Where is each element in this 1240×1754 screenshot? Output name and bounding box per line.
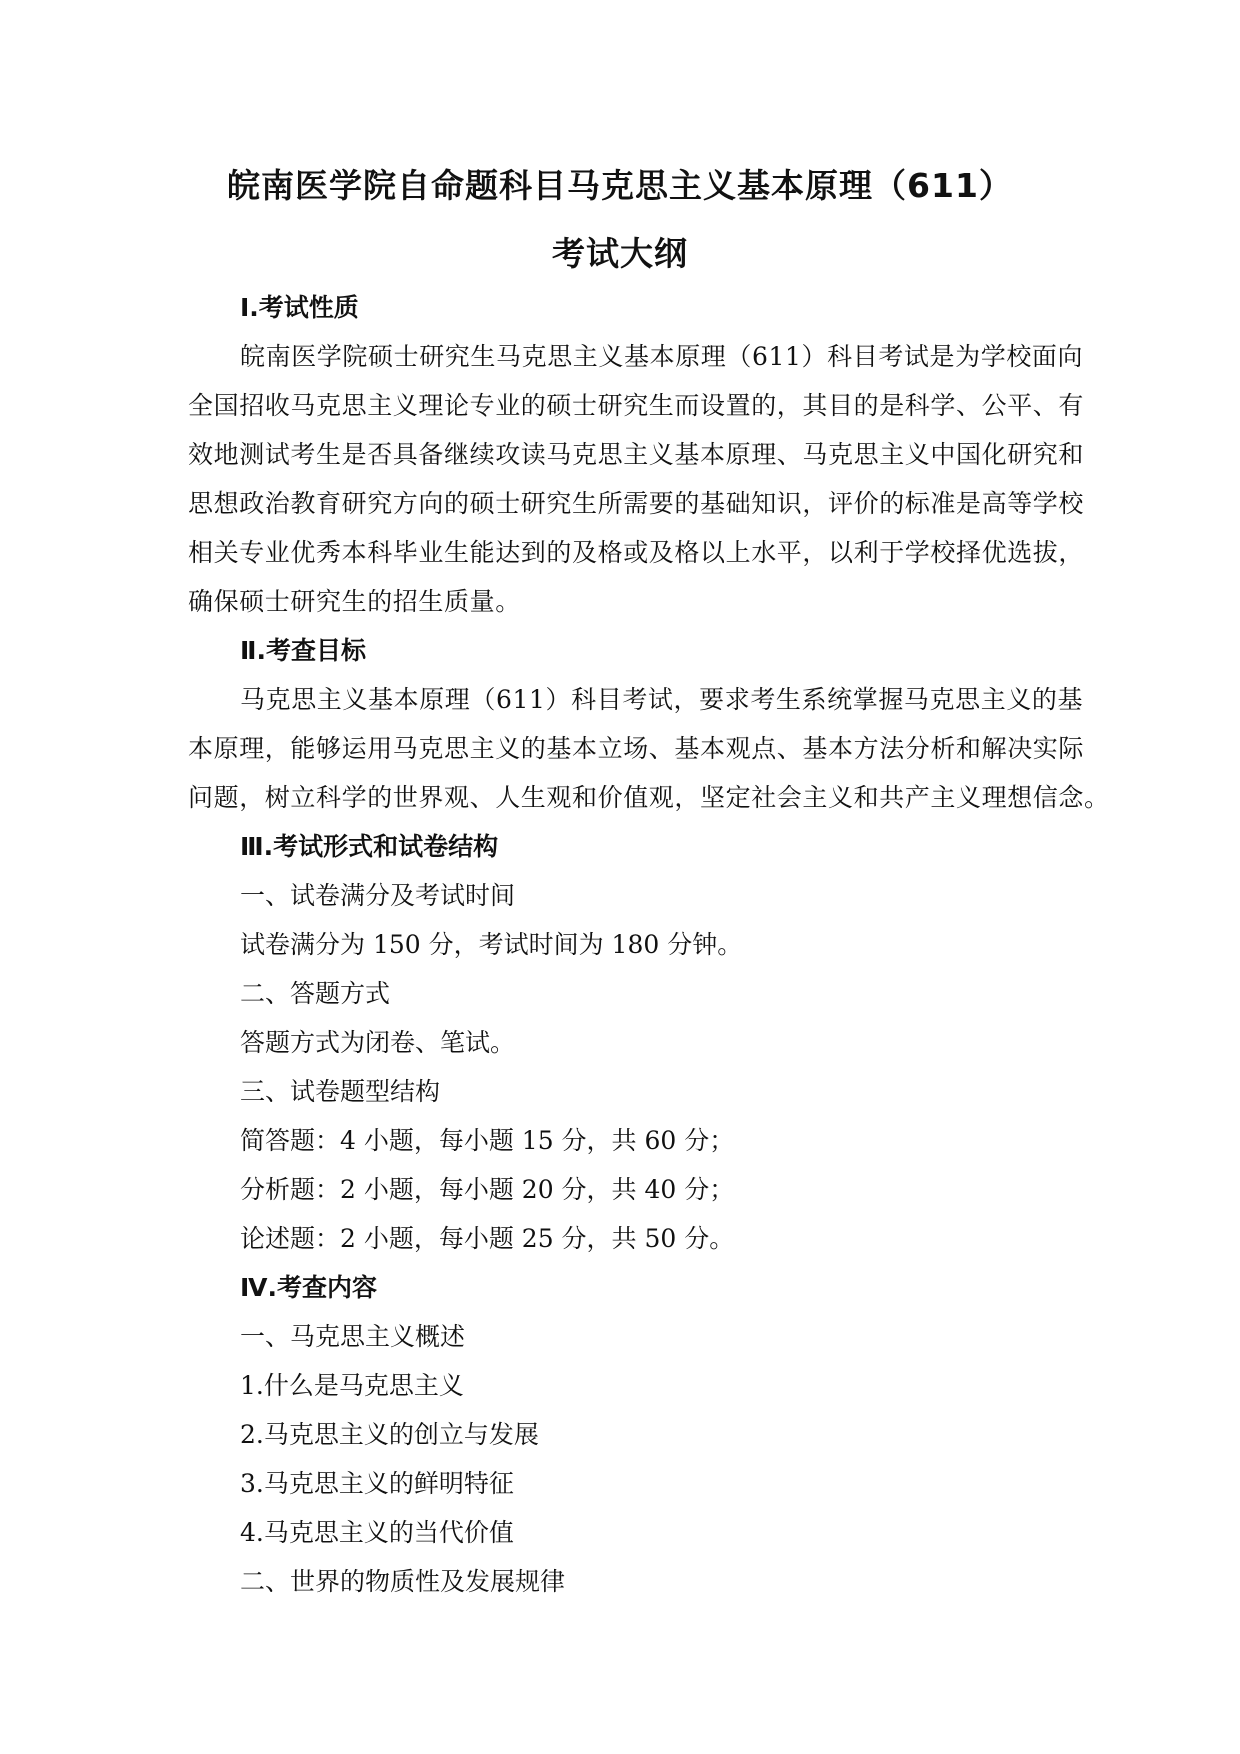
list-item: 2.马克思主义的创立与发展 <box>240 1420 539 1449</box>
list-item: 1.什么是马克思主义 <box>240 1371 464 1400</box>
list-item: 分析题：2 小题，每小题 20 分，共 40 分； <box>240 1175 735 1204</box>
paragraph-line: 思想政治教育研究方向的硕士研究生所需要的基础知识，评价的标准是高等学校 <box>188 489 1085 518</box>
section-heading-exam-nature: Ⅰ.考试性质 <box>240 293 359 322</box>
section-heading-exam-content: Ⅳ.考查内容 <box>240 1273 377 1302</box>
list-item: 试卷满分为 150 分，考试时间为 180 分钟。 <box>240 930 743 959</box>
list-item: 三、试卷题型结构 <box>240 1077 441 1106</box>
paragraph-line: 确保硕士研究生的招生质量。 <box>188 587 521 616</box>
document-title: 皖南医学院自命题科目马克思主义基本原理（611） <box>227 166 1013 205</box>
paragraph-line: 全国招收马克思主义理论专业的硕士研究生而设置的，其目的是科学、公平、有 <box>188 391 1085 420</box>
paragraph-line: 效地测试考生是否具备继续攻读马克思主义基本原理、马克思主义中国化研究和 <box>188 440 1085 469</box>
section-heading-exam-objectives: Ⅱ.考查目标 <box>240 636 366 665</box>
list-item: 4.马克思主义的当代价值 <box>240 1518 514 1547</box>
document-subtitle: 考试大纲 <box>552 234 688 273</box>
list-item: 一、试卷满分及考试时间 <box>240 881 516 910</box>
list-item: 二、世界的物质性及发展规律 <box>240 1567 566 1596</box>
paragraph-line: 马克思主义基本原理（611）科目考试，要求考生系统掌握马克思主义的基 <box>240 685 1084 714</box>
paragraph-line: 本原理，能够运用马克思主义的基本立场、基本观点、基本方法分析和解决实际 <box>188 734 1085 763</box>
section-heading-exam-format: Ⅲ.考试形式和试卷结构 <box>240 832 499 861</box>
list-item: 3.马克思主义的鲜明特征 <box>240 1469 514 1498</box>
list-item: 二、答题方式 <box>240 979 391 1008</box>
paragraph-line: 皖南医学院硕士研究生马克思主义基本原理（611）科目考试是为学校面向 <box>240 342 1084 371</box>
list-item: 一、马克思主义概述 <box>240 1322 466 1351</box>
list-item: 简答题：4 小题，每小题 15 分，共 60 分； <box>240 1126 735 1155</box>
list-item: 论述题：2 小题，每小题 25 分，共 50 分。 <box>240 1224 735 1253</box>
list-item: 答题方式为闭卷、笔试。 <box>240 1028 516 1057</box>
paragraph-line: 相关专业优秀本科毕业生能达到的及格或及格以上水平，以利于学校择优选拔， <box>188 538 1085 567</box>
paragraph-line: 问题，树立科学的世界观、人生观和价值观，坚定社会主义和共产主义理想信念。 <box>188 783 1110 812</box>
